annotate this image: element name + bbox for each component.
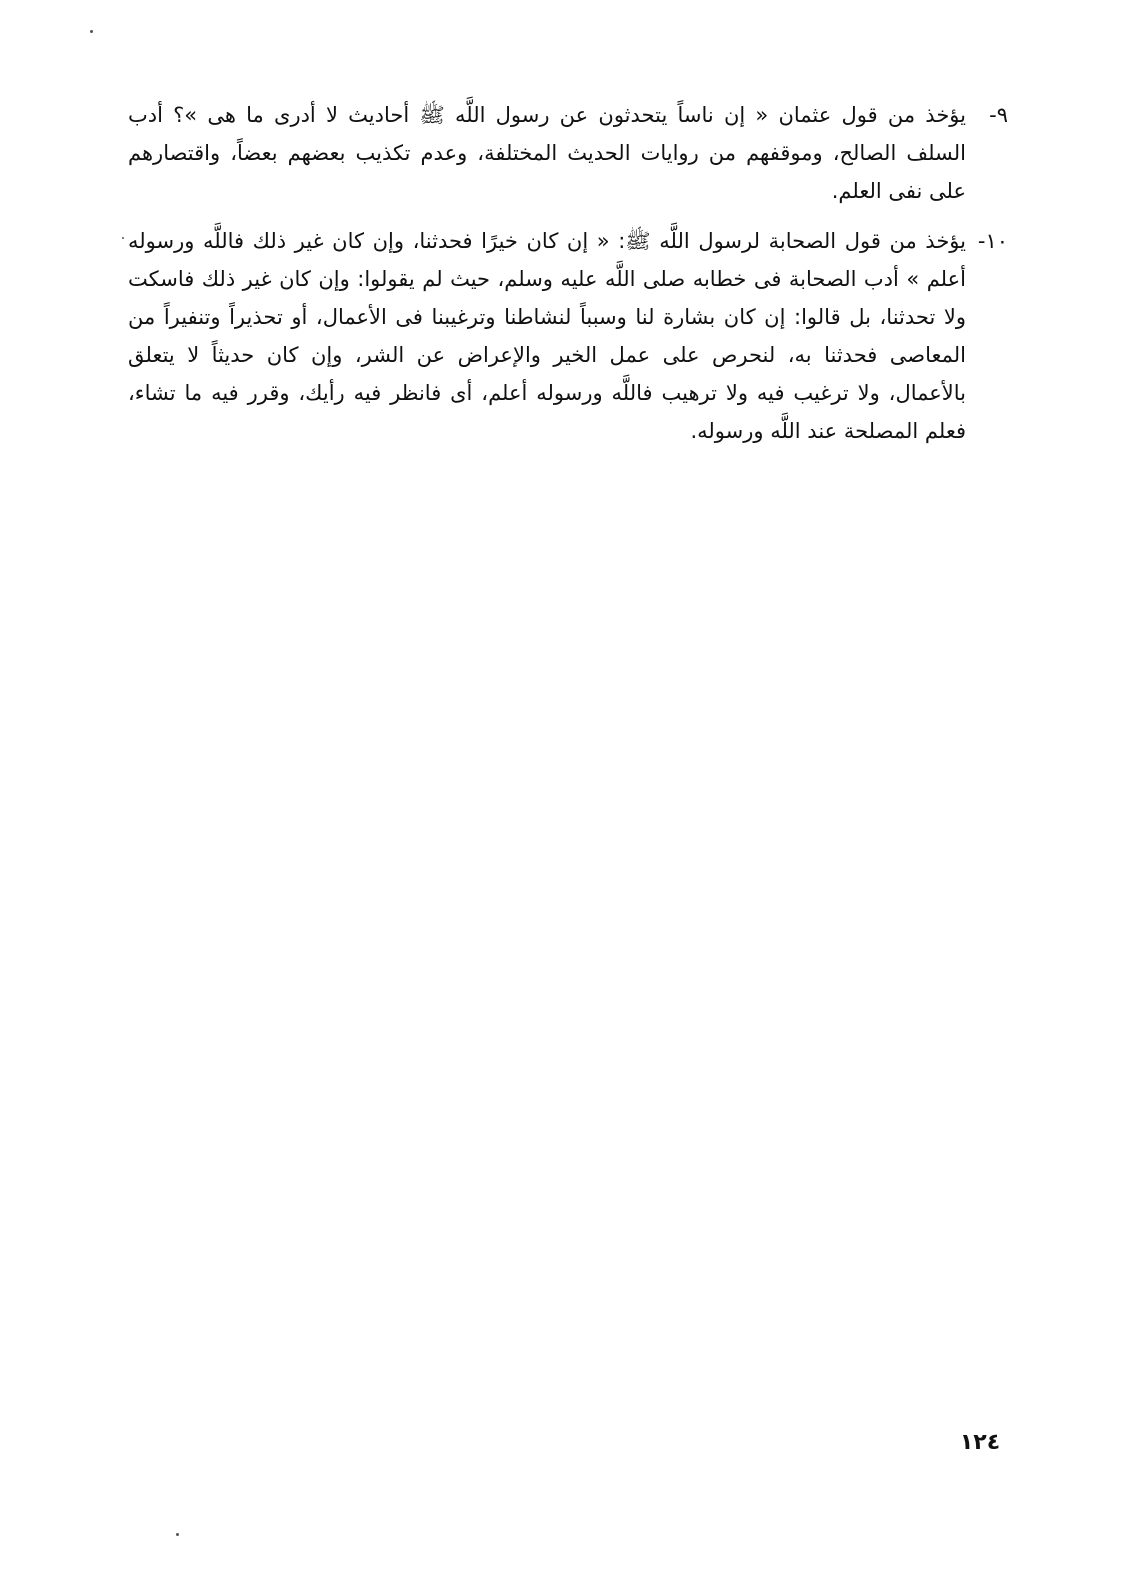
item-text: يؤخذ من قول عثمان « إن ناساً يتحدثون عن رسول اللَّه ﷺ أحاديث لا أدرى ما هى »؟ أدب السلف الصالح، وموقفهم من روايات الحديث المختلفة، وعدم تكذيب بعضهم بعضاً، واقتصارهم على نفى العلم. — [128, 103, 966, 203]
item-text: يؤخذ من قول الصحابة لرسول اللَّه ﷺ: « إن كان خيرًا فحدثنا، وإن كان غير ذلك فاللَّه ورسوله أعلم » أدب الصحابة فى خطابه صلى اللَّه عليه وسلم، حيث لم يقولوا: وإن كان غير ذلك فاسكت ولا تحدثنا، بل قالوا: إن كان بشارة لنا وسبباً لنشاطنا وترغيبنا فى الأعمال، أو تحذيراً وتنفيراً من المعاصى فحدثنا به، لنحرص على عمل الخير والإعراض عن الشر، وإن كان حديثاً لا يتعلق بالأعمال، ولا ترغيب فيه ولا ترهيب فاللَّه ورسوله أعلم، أى فانظر فيه رأيك، وقرر فيه ما تشاء، فعلم المصلحة عند اللَّه ورسوله. — [128, 229, 966, 443]
scan-speck — [90, 30, 93, 33]
item-number: ٩- — [989, 103, 1008, 127]
document-body — [128, 96, 1008, 462]
list-item — [128, 96, 1008, 210]
scan-speck — [176, 1533, 179, 1536]
page-number: ١٢٤ — [959, 1430, 1001, 1455]
item-number: ١٠- — [977, 229, 1008, 253]
scan-speck — [122, 237, 124, 239]
list-item — [128, 222, 1008, 450]
